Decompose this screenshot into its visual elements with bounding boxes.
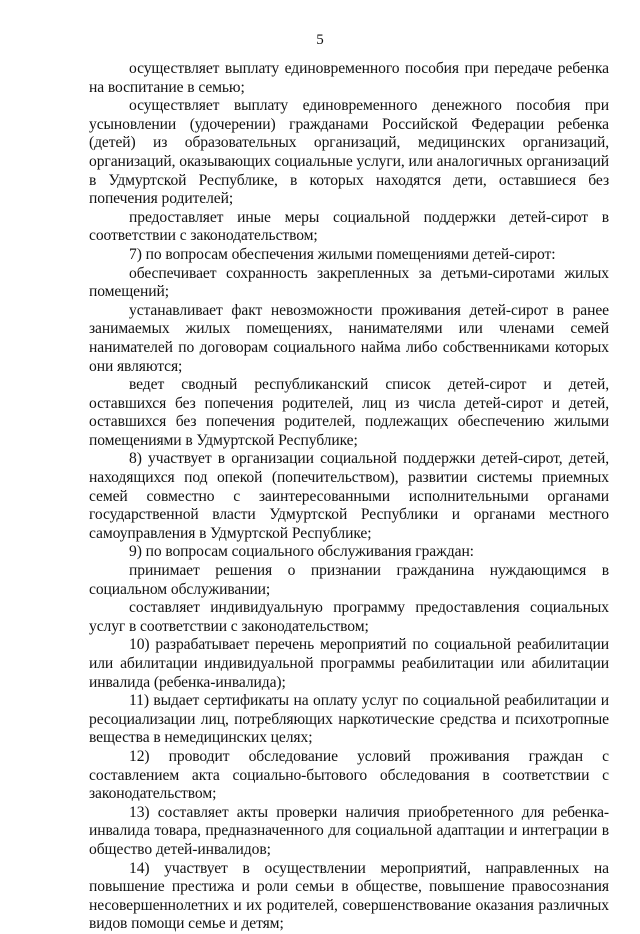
paragraph: принимает решения о признании гражданина нуждающимся в социальном обслуживании; <box>89 562 609 598</box>
paragraph: обеспечивает сохранность закрепленных за детьми-сиротами жилых помещений; <box>89 264 609 301</box>
paragraph: составляет индивидуальную программу предоставления социальных услуг в соответствии с законодательством; <box>89 599 609 635</box>
paragraph: осуществляет выплату единовременного пособия при передаче ребенка на воспитание в семью; <box>89 60 609 96</box>
paragraph: осуществляет выплату единовременного денежного пособия при усыновлении (удочерении) гражданами Российской Федерации ребенка (детей) из образовательных организаций, медицинских организаций, организаций, оказывающих социальные услуги, или аналогичных организаций в Удмуртской Республике, в которых находятся дети, оставшиеся без попечения родителей; <box>89 97 609 208</box>
paragraph: предоставляет иные меры социальной поддержки детей-сирот в соответствии с законодательством; <box>89 208 609 245</box>
paragraph: 13) составляет акты проверки наличия приобретенного для ребенка-инвалида товара, предназначенного для социальной адаптации и интеграции в общество детей-инвалидов; <box>89 803 609 858</box>
paragraph: устанавливает факт невозможности проживания детей-сирот в ранее занимаемых жилых помещениях, нанимателями или членами семей нанимателей по договорам социального найма либо собственниками которых они являются; <box>89 301 609 375</box>
page-number: 5 <box>316 32 324 48</box>
paragraph: 7) по вопросам обеспечения жилыми помещениями детей-сирот: <box>129 245 556 263</box>
document-body <box>89 60 609 934</box>
paragraph: ведет сводный республиканский список детей-сирот и детей, оставшихся без попечения родителей, лиц из числа детей-сирот и детей, оставшихся без попечения родителей, подлежащих обеспечению жилыми помещениями в Удмуртской Республике; <box>89 376 609 449</box>
paragraph: 11) выдает сертификаты на оплату услуг по социальной реабилитации и ресоциализации лиц, потребляющих наркотические средства и психотропные вещества в немедицинских целях; <box>89 692 609 747</box>
paragraph: 14) участвует в осуществлении мероприятий, направленных на повышение престижа и роли семьи в обществе, повышение правосознания несовершеннолетних и их родителей, совершенствование оказания различных видов помощи семье и детям; <box>89 859 609 933</box>
paragraph: 9) по вопросам социального обслуживания граждан: <box>129 543 474 561</box>
paragraph: 8) участвует в организации социальной поддержки детей-сирот, детей, находящихся под опекой (попечительством), развитии системы приемных семей совместно с заинтересованными исполнительными органами государственной власти Удмуртской Республики и органами местного самоуправления в Удмуртской Республике; <box>89 450 609 542</box>
paragraph: 10) разрабатывает перечень мероприятий по социальной реабилитации или абилитации индивидуальной программы реабилитации или абилитации инвалида (ребенка-инвалида); <box>89 636 609 691</box>
paragraph: 12) проводит обследование условий проживания граждан с составлением акта социально-бытового обследования в соответствии с законодательством; <box>89 747 609 803</box>
